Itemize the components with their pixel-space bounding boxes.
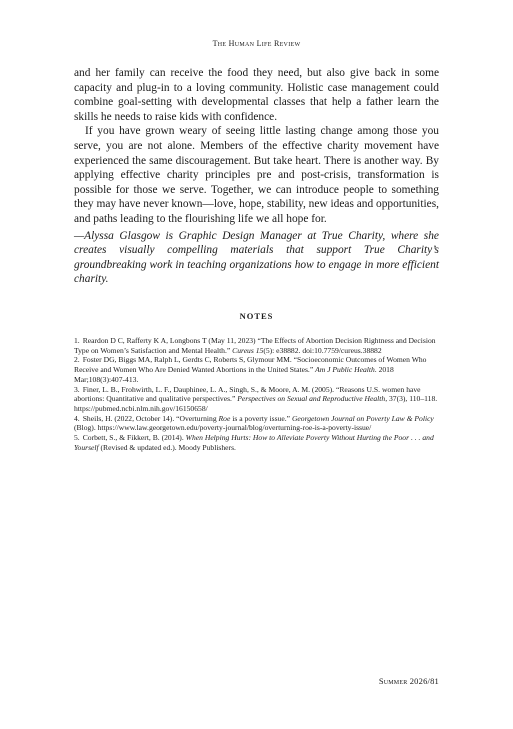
body-paragraph: If you have grown weary of seeing little lasting change among those you serve, you are not alone. Members of the effective charity movement have experienced the same discouragement. But take heart. There is another way. By applying effective charity principles pre and post-crisis, transformation is possible for those we serve. Together, we can introduce people to something they may have never known—love, hope, stability, new ideas and opportunities, and paths leading to the flourishing life we all hope for. [74, 125, 439, 225]
author-byline: —Alyssa Glasgow is Graphic Design Manager at True Charity, where she creates visually compelling materials that support True Charity’s groundbreaking work in teaching organizations how to engage in more efficient charity. [74, 229, 439, 286]
note-text: . 2018 Mar;108(3):407-413. [74, 365, 394, 384]
note-number: 4. [74, 413, 80, 423]
note-item [74, 433, 439, 452]
note-italic: Perspectives on Sexual and Reproductive Health [237, 394, 386, 404]
body-paragraph: and her family can receive the food they need, but also give back in some capacity and plug-in to a loving community. Holistic case management could combine goal-setting with developmental classes that help a father learn the skills he needs to raise kids with confidence. [74, 67, 439, 123]
note-text: Corbett, S., & Fikkert, B. (2014). [82, 433, 186, 443]
running-header: The Human Life Review [212, 39, 301, 48]
notes-heading: NOTES [239, 311, 274, 321]
note-italic: Cureus 15 [232, 345, 264, 355]
note-number: 2. [74, 355, 80, 365]
note-number: 1. [74, 336, 80, 345]
article-body [74, 66, 439, 287]
note-item [74, 414, 439, 433]
note-italic: Am J Public Health [315, 365, 375, 375]
note-item [74, 385, 439, 414]
note-italic: Georgetown Journal on Poverty Law & Policy [291, 413, 434, 423]
note-italic: Roe [218, 413, 231, 423]
note-item [74, 355, 439, 384]
note-number: 5. [74, 433, 80, 443]
note-item [74, 336, 439, 355]
note-text: , 37(3), 110–118. https://pubmed.ncbi.nlm.nih.gov/16150658/ [74, 394, 438, 413]
note-text: Sheils, H. (2022, October 14). “Overturning [82, 413, 219, 423]
note-number: 3. [74, 384, 80, 394]
notes-list [74, 336, 439, 452]
note-text: is a poverty issue.” [230, 413, 292, 423]
note-text: (5): e38882. doi:10.7759/cureus.38882 [263, 345, 382, 355]
note-text: Finer, L. B., Frohwirth, L. F., Dauphinee, L. A., Singh, S., & Moore, A. M. (2005). “Reasons U.S. women have abortions: Quantitative and qualitative perspectives.” [74, 384, 421, 404]
note-text: (Blog). https://www.law.georgetown.edu/poverty-journal/blog/overturning-roe-is-a-poverty-issue/ [74, 423, 372, 433]
note-italic: When Helping Hurts: How to Alleviate Poverty Without Hurting the Poor . . . and Yourself [74, 433, 434, 452]
page-footer: Summer 2026/81 [378, 676, 439, 686]
note-text: Reardon D C, Rafferty K A, Longbons T (May 11, 2023) “The Effects of Abortion Decision Rightness and Decision Type on Women’s Satisfaction and Mental Health.” [74, 336, 436, 355]
note-text: (Revised & updated ed.). Moody Publishers. [98, 442, 236, 452]
note-text: Foster DG, Biggs MA, Ralph L, Gerdts C, Roberts S, Glymour MM. “Socioeconomic Outcomes of Women Who Receive and Women Who Are Denied Wanted Abortions in the United States.” [74, 355, 427, 375]
